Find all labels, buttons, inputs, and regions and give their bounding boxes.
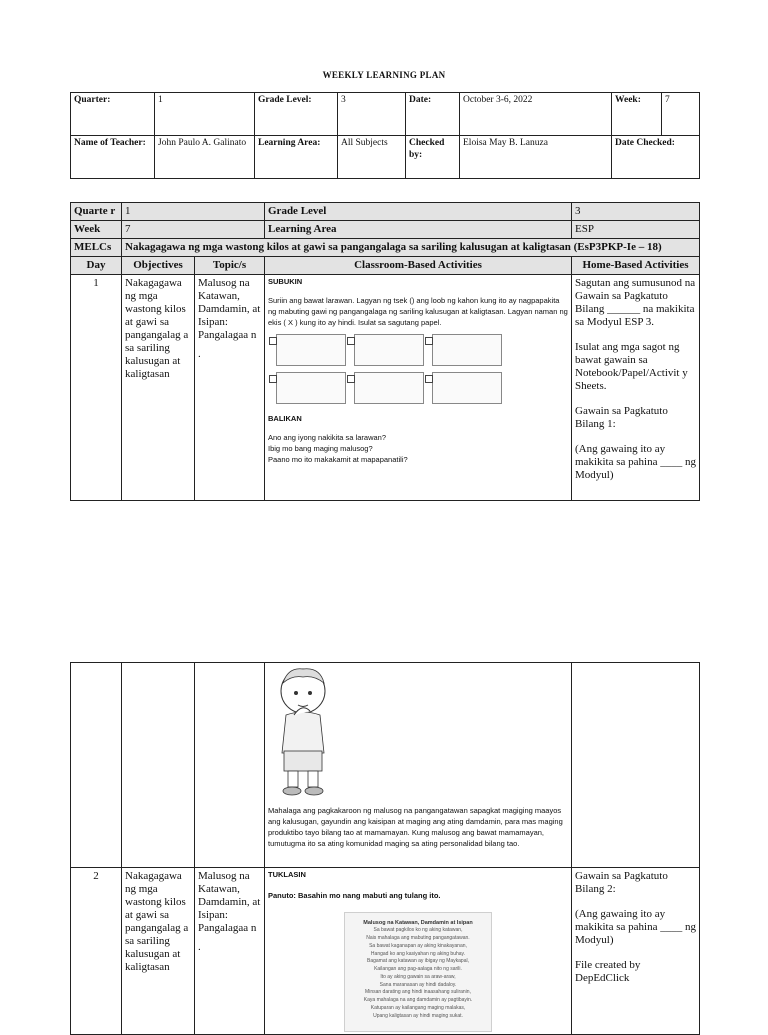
cont-day — [71, 663, 122, 868]
tuklasin-heading: TUKLASIN — [268, 870, 306, 879]
day2-home-3: File created by DepEdClick — [575, 958, 641, 984]
date-checked-label: Date Checked: — [612, 136, 700, 179]
date-value: October 3-6, 2022 — [460, 93, 612, 136]
picture-3 — [432, 334, 502, 366]
boy-illustration — [268, 663, 338, 798]
day2-topic: Malusog na Katawan, Damdamin, at Isipan: Pangalagaa n — [198, 870, 261, 934]
checkbox-5 — [347, 375, 355, 383]
main-week-label: Week — [71, 220, 122, 238]
day2-topic-dot: . — [198, 940, 201, 953]
main-quarter-label: Quarte r — [71, 203, 122, 221]
poem-line-6: Kailangan ang pag-aalaga nito ng sarili. — [374, 966, 462, 973]
day2-classroom — [265, 868, 572, 1035]
cont-home — [572, 663, 700, 868]
poem-line-10: Kaya mahalaga na ang damdamin ay pagtibayin. — [363, 997, 473, 1004]
subukin-text: Suriin ang bawat larawan. Lagyan ng tsek () ang loob ng kahon kung ito ay nagpapakita ng mabuting gawi ng pangangalaga ng sariling kalusugan at kaligtasan. Lagyan naman ng ekis ( X ) kung ito ay hindi. Isulat sa sagutang papel. — [268, 295, 568, 327]
main-week-value: 7 — [122, 220, 265, 238]
panuto-text: Panuto: Basahin mo nang mabuti ang tulang ito. — [268, 890, 441, 900]
lesson-table — [70, 202, 700, 501]
day1-home-1: Sagutan ang sumusunod na Gawain sa Pagkatuto Bilang ______ na makikita sa Modyul ESP 3. — [575, 276, 696, 328]
balikan-q1: Ano ang iyong nakikita sa larawan? — [268, 433, 386, 443]
poem-line-8: Sana maranasan ay hindi dadaloy. — [379, 981, 457, 988]
teacher-value: John Paulo A. Galinato — [155, 136, 255, 179]
day1-objective: Nakagagawa ng mga wastong kilos at gawi sa pangangalag a sa sariling kalusugan at kaligtasan — [122, 274, 195, 500]
day1-home — [572, 274, 700, 500]
checked-label: Checked by: — [406, 136, 460, 179]
checkbox-6 — [425, 375, 433, 383]
poem-line-2: Nais mahalaga ang mabuting pangangatawan. — [366, 935, 470, 942]
grade-label: Grade Level: — [255, 93, 338, 136]
cont-paragraph: Mahalaga ang pagkakaroon ng malusog na pangangatawan sapagkat magiging maayos ang kalusugan, gayundin ang kaisipan at maging ang ating damdamin, para mas maging produktibo tayo bilang tao at mamamayan. Kung malusog ang bawat mamamayan, tumutugma ito sa ating komunidad maging sa ating personalidad bilang tao. — [268, 805, 563, 848]
poem-line-12: Upang kaligtasan ay hindi maging sukat. — [373, 1012, 463, 1019]
poem-line-4: Hangad ko ang kasiyahan ng aking buhay. — [370, 950, 466, 957]
day2-objective: Nakagagawa ng mga wastong kilos at gawi sa pangangalag a sa sariling kalusugan at kaligtasan — [122, 868, 195, 1035]
cont-objective — [122, 663, 195, 868]
poem-line-5: Bagamat ang katawan ay ibigay ng Maykapal, — [366, 958, 469, 965]
checkbox-1 — [269, 337, 277, 345]
quarter-value: 1 — [155, 93, 255, 136]
checkbox-4 — [269, 375, 277, 383]
day2-topic-cell — [195, 868, 265, 1035]
date-label: Date: — [406, 93, 460, 136]
main-quarter-value: 1 — [122, 203, 265, 221]
document-title: WEEKLY LEARNING PLAN — [322, 70, 446, 80]
picture-6 — [432, 372, 502, 404]
week-label: Week: — [612, 93, 662, 136]
poem-line-7: Ito ay aking gawain sa araw-araw, — [380, 973, 456, 980]
header-table — [70, 92, 700, 179]
poem-line-9: Minsan darating ang hindi inaasahang suliranin, — [365, 989, 471, 996]
checkbox-2 — [347, 337, 355, 345]
lesson-table-continued — [70, 662, 700, 1035]
day1-home-2: Isulat ang mga sagot ng bawat gawain sa Notebook/Papel/Activit y Sheets. — [575, 340, 688, 392]
day1-home-4: (Ang gawaing ito ay makikita sa pahina ____ ng Modyul) — [575, 442, 696, 481]
area-value: All Subjects — [338, 136, 406, 179]
grade-value: 3 — [338, 93, 406, 136]
col-objectives: Objectives — [122, 256, 195, 274]
day2-home — [572, 868, 700, 1035]
poem-line-1: Sa bawat pagkilos ko ng aking katawan, — [373, 927, 463, 934]
poem-image — [344, 912, 492, 1032]
day1-topic-cell — [195, 274, 265, 500]
balikan-q2: Ibig mo bang maging malusog? — [268, 444, 373, 454]
day-1: 1 — [71, 274, 122, 500]
subukin-pictures — [276, 334, 568, 404]
balikan-q3: Paano mo ito makakamit at mapapanatili? — [268, 455, 408, 464]
quarter-label: Quarter: — [71, 93, 155, 136]
checkbox-3 — [425, 337, 433, 345]
day1-topic-dot: . — [198, 347, 201, 360]
picture-4 — [276, 372, 346, 404]
day1-classroom — [265, 274, 572, 500]
checked-value: Eloisa May B. Lanuza — [460, 136, 612, 179]
main-area-value: ESP — [572, 220, 700, 238]
day2-home-2: (Ang gawaing ito ay makikita sa pahina ____ ng Modyul) — [575, 907, 696, 946]
main-area-label: Learning Area — [265, 220, 572, 238]
day-2: 2 — [71, 868, 122, 1035]
col-day: Day — [71, 256, 122, 274]
main-grade-value: 3 — [572, 203, 700, 221]
picture-5 — [354, 372, 424, 404]
area-label: Learning Area: — [255, 136, 338, 179]
melcs-text: Nakagagawa ng mga wastong kilos at gawi sa pangangalaga sa sariling kalusugan at kaligtasan (EsP3PKP-Ie – 18) — [122, 238, 700, 256]
poem-line-11: Katuparan ay kailangang maging malakas, — [370, 1004, 466, 1011]
col-topics: Topic/s — [195, 256, 265, 274]
day2-home-1: Gawain sa Pagkatuto Bilang 2: — [575, 870, 668, 895]
cont-topic — [195, 663, 265, 868]
week-value: 7 — [662, 93, 700, 136]
balikan-heading: BALIKAN — [268, 414, 302, 424]
col-home: Home-Based Activities — [572, 256, 700, 274]
main-grade-label: Grade Level — [265, 203, 572, 221]
cont-classroom — [265, 663, 572, 868]
day1-topic: Malusog na Katawan, Damdamin, at Isipan: Pangalagaa n — [198, 276, 261, 341]
col-classroom: Classroom-Based Activities — [265, 256, 572, 274]
poem-title: Malusog na Katawan, Damdamin at Isipan — [363, 919, 473, 926]
day1-home-3: Gawain sa Pagkatuto Bilang 1: — [575, 404, 668, 430]
melcs-label: MELCs — [71, 238, 122, 256]
picture-1 — [276, 334, 346, 366]
subukin-heading: SUBUKIN — [268, 276, 303, 286]
teacher-label: Name of Teacher: — [71, 136, 155, 179]
picture-2 — [354, 334, 424, 366]
poem-line-3: Sa bawat kaganapan ay aking kinakayanan, — [369, 942, 467, 949]
